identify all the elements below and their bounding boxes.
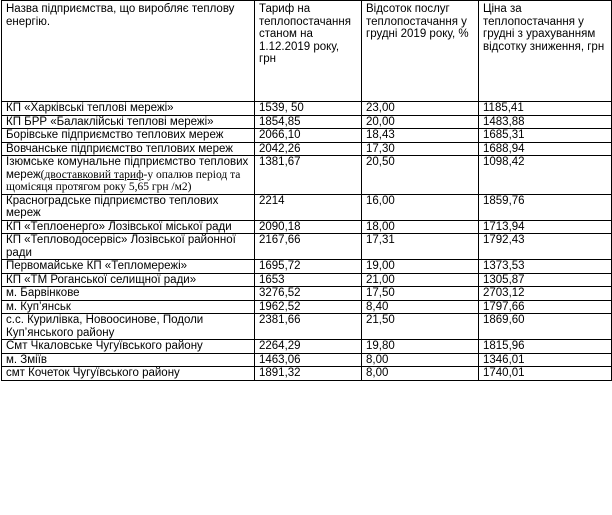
- enterprise-name: Ізюмське комунальне підприємство теплових мереж: [6, 156, 249, 181]
- table-row: [2, 115, 612, 129]
- tariff-value: 1463,06: [255, 353, 362, 367]
- price-value: 1305,87: [479, 273, 612, 287]
- table-row: [2, 194, 612, 220]
- price-value: 2703,12: [479, 287, 612, 301]
- price-value: 1797,66: [479, 300, 612, 314]
- price-value: 1098,42: [479, 156, 612, 195]
- table-row: [2, 287, 612, 301]
- percent-value: 8,00: [362, 353, 479, 367]
- table-row: [2, 102, 612, 116]
- percent-value: 19,00: [362, 260, 479, 274]
- price-value: 1859,76: [479, 194, 612, 220]
- enterprise-name: Вовчанське підприємство теплових мереж: [2, 142, 255, 156]
- enterprise-name: КП «ТМ Роганської селищної ради»: [2, 273, 255, 287]
- enterprise-name: КП «Тепловодосервіс» Лозівської районної ради: [2, 234, 255, 260]
- enterprise-name: смт Кочеток Чугуївського району: [2, 367, 255, 381]
- price-value: 1869,60: [479, 314, 612, 340]
- percent-value: 17,31: [362, 234, 479, 260]
- percent-value: 8,40: [362, 300, 479, 314]
- price-value: 1740,01: [479, 367, 612, 381]
- table-row: [2, 300, 612, 314]
- header-service-percent: Відсоток послуг теплопостачання у грудні 2019 року, %: [362, 1, 479, 102]
- table-row: [2, 156, 612, 195]
- enterprise-name: КП «Теплоенерго» Лозівської міської ради: [2, 220, 255, 234]
- table-row: [2, 220, 612, 234]
- tariff-value: 3276,52: [255, 287, 362, 301]
- percent-value: 17,50: [362, 287, 479, 301]
- price-value: 1688,94: [479, 142, 612, 156]
- enterprise-name: Первомайське КП «Тепломережі»: [2, 260, 255, 274]
- enterprise-name-cell: [2, 156, 255, 195]
- table-row: [2, 260, 612, 274]
- table-row: [2, 367, 612, 381]
- percent-value: 23,00: [362, 102, 479, 116]
- price-value: 1815,96: [479, 340, 612, 354]
- tariff-value: 2214: [255, 194, 362, 220]
- header-enterprise-name: Назва підприємства, що виробляє теплову енергію.: [2, 1, 255, 102]
- table-row: [2, 340, 612, 354]
- percent-value: 19,80: [362, 340, 479, 354]
- table-row: [2, 129, 612, 143]
- percent-value: 17,30: [362, 142, 479, 156]
- tariff-value: 2167,66: [255, 234, 362, 260]
- enterprise-name: м. Зміїв: [2, 353, 255, 367]
- percent-value: 21,50: [362, 314, 479, 340]
- percent-value: 8,00: [362, 367, 479, 381]
- price-value: 1792,43: [479, 234, 612, 260]
- percent-value: 21,00: [362, 273, 479, 287]
- tariff-value: 1653: [255, 273, 362, 287]
- tariff-note-underlined: (двоставковий тариф: [40, 168, 144, 181]
- enterprise-name: м. Барвінкове: [2, 287, 255, 301]
- price-value: 1346,01: [479, 353, 612, 367]
- table-row: [2, 142, 612, 156]
- tariff-value: 2066,10: [255, 129, 362, 143]
- table-row: [2, 353, 612, 367]
- tariff-value: 1539, 50: [255, 102, 362, 116]
- percent-value: 20,50: [362, 156, 479, 195]
- tariff-value: 1381,67: [255, 156, 362, 195]
- table-row: [2, 234, 612, 260]
- price-value: 1483,88: [479, 115, 612, 129]
- tariff-value: 2090,18: [255, 220, 362, 234]
- tariff-note: [6, 169, 240, 194]
- enterprise-name: Красноградське підприємство теплових мереж: [2, 194, 255, 220]
- price-value: 1685,31: [479, 129, 612, 143]
- enterprise-name: Борівське підприємство теплових мереж: [2, 129, 255, 143]
- tariff-value: 1695,72: [255, 260, 362, 274]
- price-value: 1713,94: [479, 220, 612, 234]
- percent-value: 18,00: [362, 220, 479, 234]
- enterprise-name: КП БРР «Балаклійські теплові мережі»: [2, 115, 255, 129]
- enterprise-name: КП «Харківські теплові мережі»: [2, 102, 255, 116]
- tariff-value: 2381,66: [255, 314, 362, 340]
- enterprise-name: м. Куп’янськ: [2, 300, 255, 314]
- tariff-value: 1854,85: [255, 115, 362, 129]
- table-header-row: [2, 1, 612, 102]
- heating-tariff-table: [1, 0, 612, 381]
- tariff-value: 1962,52: [255, 300, 362, 314]
- enterprise-name: с.с. Курилівка, Новоосинове, Подоли Куп’янського району: [2, 314, 255, 340]
- price-value: 1373,53: [479, 260, 612, 274]
- tariff-value: 1891,32: [255, 367, 362, 381]
- percent-value: 18,43: [362, 129, 479, 143]
- percent-value: 20,00: [362, 115, 479, 129]
- table-row: [2, 314, 612, 340]
- percent-value: 16,00: [362, 194, 479, 220]
- price-value: 1185,41: [479, 102, 612, 116]
- enterprise-name: Смт Чкаловське Чугуївського району: [2, 340, 255, 354]
- tariff-note-rest: -у опалюв період та щомісяця протягом року 5,65 грн /м2): [6, 168, 241, 193]
- table-row: [2, 273, 612, 287]
- header-price-with-discount: Ціна за теплопостачання у грудні з урахуванням відсотку зниження, грн: [479, 1, 612, 102]
- tariff-value: 2042,26: [255, 142, 362, 156]
- tariff-value: 2264,29: [255, 340, 362, 354]
- header-tariff: Тариф на теплопостачання станом на 1.12.2019 року, грн: [255, 1, 362, 102]
